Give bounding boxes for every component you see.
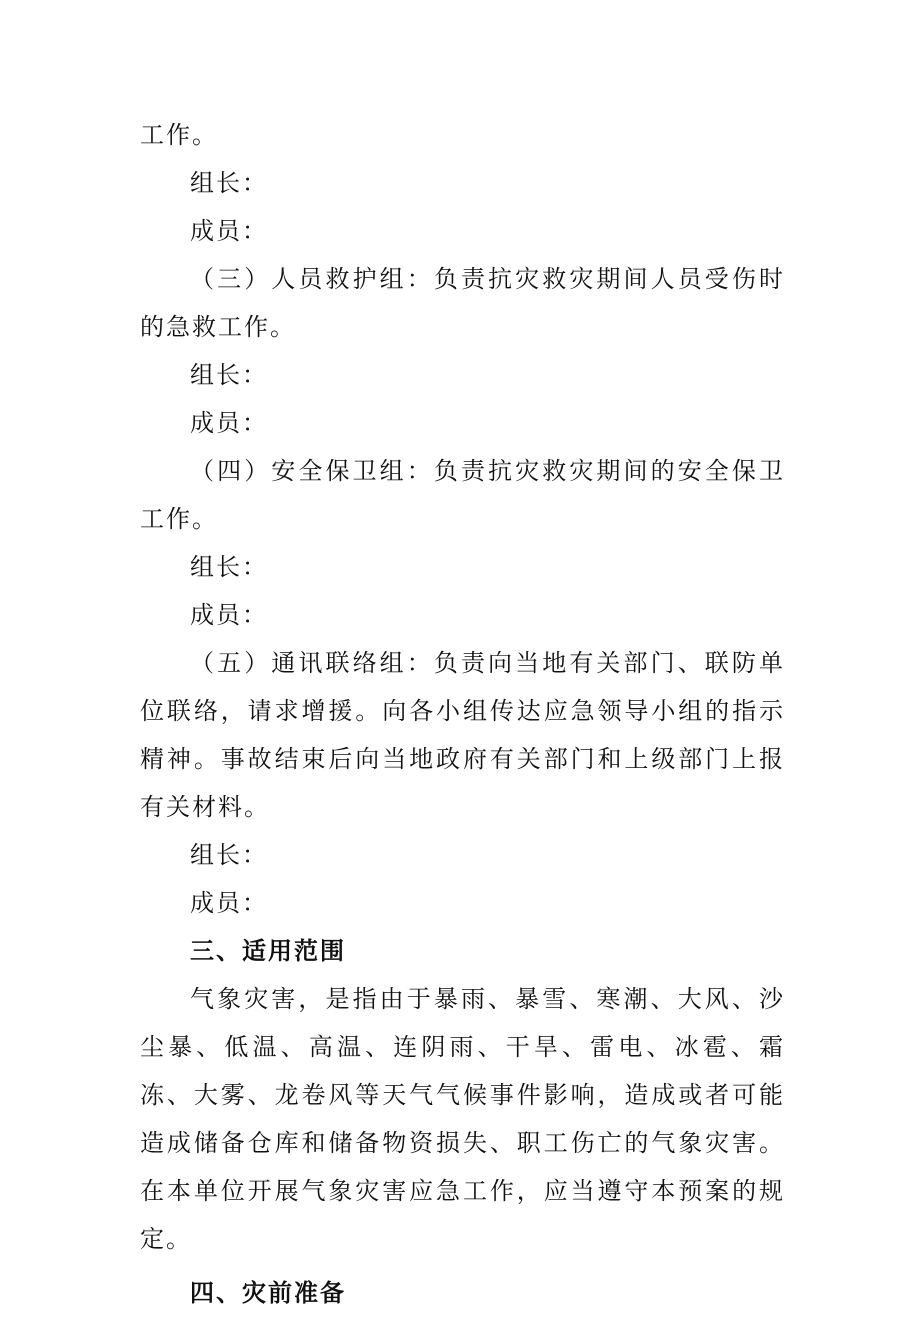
paragraph-group-leader: 组长：: [190, 553, 268, 581]
paragraph-group-members: 成员：: [190, 601, 268, 629]
paragraph-communication-group: （五）通讯联络组：负责向当地有关部门、联防单位联络，请求增援。向各小组传达应急领导小组的指示精神。事故结束后向当地政府有关部门和上级部门上报有关材料。: [140, 649, 785, 821]
document-body: [140, 111, 785, 1317]
paragraph-group-leader: 组长：: [190, 361, 268, 389]
paragraph-scope-definition: 气象灾害，是指由于暴雨、暴雪、寒潮、大风、沙尘暴、低温、高温、连阴雨、干旱、雷电、冰雹、霜冻、大雾、龙卷风等天气气候事件影响，造成或者可能造成储备仓库和储备物资损失、职工伤亡的气象灾害。在本单位开展气象灾害应急工作，应当遵守本预案的规定。: [140, 985, 785, 1253]
paragraph-security-group: （四）安全保卫组：负责抗灾救灾期间的安全保卫工作。: [140, 457, 785, 533]
section-heading-preparation: 四、灾前准备: [190, 1279, 346, 1307]
paragraph-group-members: 成员：: [190, 889, 268, 917]
paragraph-group-members: 成员：: [190, 217, 268, 245]
paragraph-group-leader: 组长：: [190, 169, 268, 197]
section-heading-scope: 三、适用范围: [190, 937, 346, 965]
paragraph-rescue-group: （三）人员救护组：负责抗灾救灾期间人员受伤时的急救工作。: [140, 265, 785, 341]
paragraph-group-leader: 组长：: [190, 841, 268, 869]
paragraph-continuation: 工作。: [140, 121, 218, 149]
paragraph-group-members: 成员：: [190, 409, 268, 437]
